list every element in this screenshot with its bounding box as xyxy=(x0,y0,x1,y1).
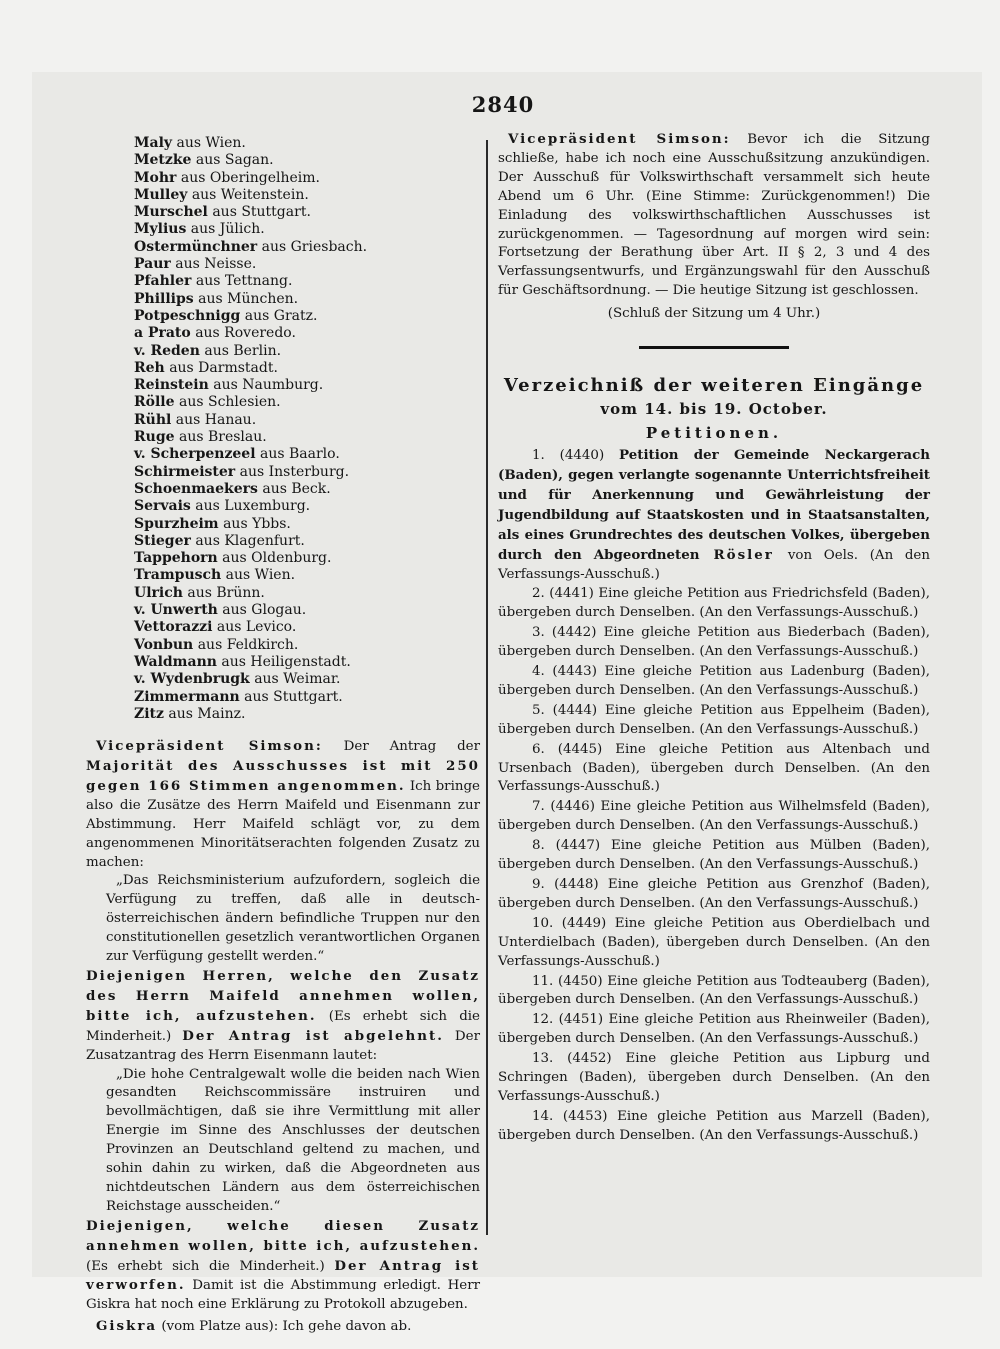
petition-number: 2. (4441) xyxy=(532,586,594,602)
member-name: v. Scherpenzeel xyxy=(134,446,256,463)
petition-number: 5. (4444) xyxy=(532,702,598,718)
member-entry xyxy=(134,291,480,308)
member-name: Metzke xyxy=(134,152,192,169)
member-place: aus Tettnang. xyxy=(195,273,293,290)
member-name: v. Reden xyxy=(134,342,200,359)
petition-entry xyxy=(498,876,930,914)
member-name: a Prato xyxy=(134,325,191,342)
petition-text: Eine gleiche Petition aus Lipburg und Schringen (Baden), übergeben durch Denselben. (An den Verfassungs-Ausschuß.) xyxy=(498,1051,930,1104)
member-entry xyxy=(134,325,480,342)
member-place: aus Levico. xyxy=(216,619,297,636)
member-entry xyxy=(134,550,480,567)
member-place: aus Roveredo. xyxy=(195,325,296,342)
speech-emphasis: Majorität des Ausschusses ist mit 250 gegen 166 Stimmen angenommen. xyxy=(86,758,480,794)
member-name: Reinstein xyxy=(134,377,209,394)
member-entry xyxy=(134,360,480,377)
member-place: aus Berlin. xyxy=(204,342,282,359)
petition-entry xyxy=(498,798,930,836)
member-place: aus Wien. xyxy=(225,567,296,584)
member-name: Phillips xyxy=(134,290,194,307)
member-place: aus Weitenstein. xyxy=(191,186,309,203)
member-place: aus Gratz. xyxy=(244,307,318,324)
vote-text: Der Zusatzantrag des Herrn Eisenmann lautet: xyxy=(86,1028,480,1063)
petition-number: 14. (4453) xyxy=(532,1108,608,1124)
member-place: aus Klagenfurt. xyxy=(195,532,305,549)
member-entry xyxy=(134,516,480,533)
petition-entry xyxy=(498,585,930,623)
petition-number: 1. (4440) xyxy=(532,448,605,464)
petition-entry xyxy=(498,624,930,662)
member-entry xyxy=(134,446,480,463)
petition-list xyxy=(498,446,930,1146)
member-list xyxy=(134,135,480,723)
member-place: aus Insterburg. xyxy=(239,463,350,480)
vote-emphasis: Diejenigen, welche diesen Zusatz annehmen wollen, bitte ich, aufzustehen. xyxy=(86,1217,480,1254)
petition-text: Eine gleiche Petition aus Ladenburg (Baden), übergeben durch Denselben. (An den Verfassungs-Ausschuß.) xyxy=(498,664,930,698)
member-place: aus Sagan. xyxy=(195,152,274,169)
member-place: aus Heiligenstadt. xyxy=(221,653,351,670)
vote-emphasis: Diejenigen Herren, welche den Zusatz des Herrn Maifeld annehmen wollen, bitte ich, aufzustehen. xyxy=(86,967,480,1024)
member-entry xyxy=(134,637,480,654)
section-rule xyxy=(639,346,789,349)
member-place: aus Weimar. xyxy=(254,671,341,688)
petition-number: 11. (4450) xyxy=(532,973,603,989)
member-entry xyxy=(134,135,480,152)
member-entry xyxy=(134,464,480,481)
member-name: Rölle xyxy=(134,394,175,411)
petition-text: Eine gleiche Petition aus Wilhelmsfeld (Baden), übergeben durch Denselben. (An den Verfassungs-Ausschuß.) xyxy=(498,799,930,834)
petition-entry xyxy=(498,1108,930,1146)
petition-entry xyxy=(498,1011,930,1049)
member-entry xyxy=(134,429,480,446)
member-entry xyxy=(134,377,480,394)
petitions-heading: Petitionen. xyxy=(645,424,783,443)
vote-result: Der Antrag ist verworfen. xyxy=(86,1257,480,1294)
member-entry xyxy=(134,481,480,498)
member-name: Ruge xyxy=(134,429,175,446)
member-name: Potpeschnigg xyxy=(134,307,241,324)
petition-number: 4. (4443) xyxy=(532,664,597,680)
petition-text: Eine gleiche Petition aus Altenbach und Ursenbach (Baden), übergeben durch Denselben. (An den Verfassungs-Ausschuß.) xyxy=(498,741,930,795)
member-entry xyxy=(134,239,480,256)
member-entry xyxy=(134,585,480,602)
member-place: aus Naumburg. xyxy=(213,377,324,394)
member-entry xyxy=(134,343,480,360)
member-name: v. Unwerth xyxy=(134,602,218,619)
petition-text: Eine gleiche Petition aus Friedrichsfeld (Baden), übergeben durch Denselben. (An den Verfassungs-Ausschuß.) xyxy=(498,586,930,621)
member-place: aus Ybbs. xyxy=(223,515,291,532)
member-name: Servais xyxy=(134,498,191,515)
member-place: aus München. xyxy=(198,290,299,307)
petition-entry xyxy=(498,446,930,584)
member-entry xyxy=(134,567,480,584)
speech-text: Der Antrag der xyxy=(322,739,480,755)
member-entry xyxy=(134,654,480,671)
member-name: Vettorazzi xyxy=(134,619,213,636)
member-entry xyxy=(134,308,480,325)
petition-entry xyxy=(498,837,930,875)
petition-text: Eine gleiche Petition aus Marzell (Baden), übergeben durch Denselben. (An den Verfassungs-Ausschuß.) xyxy=(498,1108,930,1143)
member-place: aus Brünn. xyxy=(187,584,265,601)
petition-text: Petition der Gemeinde Neckargerach (Baden), gegen verlangte sogenannte Unterrichtsfreiheit und für Anerkennung und Gewährleistung der Jugendbildung auf Staatskosten und in Staatsanstalten, als eines Grundrechtes des deutschen Volkes, übergeben durch den Abgeordneten xyxy=(498,447,931,563)
petition-entry xyxy=(498,1050,930,1107)
member-entry xyxy=(134,498,480,515)
member-name: Zimmermann xyxy=(134,688,240,705)
member-place: aus Schlesien. xyxy=(178,394,281,411)
vote-text: (Es erhebt sich die Minderheit.) xyxy=(86,1008,480,1044)
petition-text: Eine gleiche Petition aus Eppelheim (Baden), übergeben durch Denselben. (An den Verfassungs-Ausschuß.) xyxy=(498,702,930,737)
member-place: aus Neisse. xyxy=(175,256,257,273)
column-divider xyxy=(486,140,488,1235)
speaker-name: Giskra xyxy=(96,1318,158,1335)
vote-result: Der Antrag ist abgelehnt. xyxy=(182,1027,444,1044)
member-name: Schoenmaekers xyxy=(134,480,258,497)
member-name: Mulley xyxy=(134,186,188,203)
member-name: Mohr xyxy=(134,169,177,186)
speaker-name: Vicepräsident Simson: xyxy=(96,738,323,755)
member-name: Ostermünchner xyxy=(134,238,258,255)
member-place: aus Luxemburg. xyxy=(195,498,311,515)
member-place: aus Glogau. xyxy=(222,602,307,619)
member-entry xyxy=(134,273,480,290)
motion-quote-maifeld: „Das Reichsministerium aufzufordern, sogleich die Verfügung zu treffen, daß alle in deutsch-österreichischen ändern befindliche Truppen nur den constitutionellen gesetzlich verantwortlichen Organen zur Verfügung gestellt werden.“ xyxy=(106,873,480,965)
member-entry xyxy=(134,394,480,411)
member-name: Trampusch xyxy=(134,567,222,584)
petition-number: 8. (4447) xyxy=(532,838,601,854)
member-entry xyxy=(134,602,480,619)
speech-simson-vote xyxy=(86,737,480,872)
member-entry xyxy=(134,706,480,723)
petition-number: 9. (4448) xyxy=(532,877,599,892)
register-heading: Verzeichniß der weiteren Eingänge xyxy=(503,375,925,397)
member-entry xyxy=(134,221,480,238)
member-place: aus Jülich. xyxy=(190,221,265,238)
member-place: aus Hanau. xyxy=(175,411,257,428)
member-place: aus Oberingelheim. xyxy=(180,169,320,186)
vote-text: Damit ist die Abstimmung erledigt. Herr Giskra hat noch eine Erklärung zu Protokoll abzugeben. xyxy=(86,1278,480,1313)
member-entry xyxy=(134,170,480,187)
member-name: Maly xyxy=(134,135,173,151)
motion-quote-eisenmann: „Die hohe Centralgewalt wolle die beiden nach Wien gesandten Reichscommissäre instruiren und bevollmächtigen, daß sie ihre Vermittlung mit aller Energie im Sinne des Anschlusses der deutschen Provinzen an Deutschland geltend zu machen, und sohin dahin zu wirken, daß die Abgeordneten aus nichtdeutschen Ländern aus dem österreichischen Reichstage ausscheiden.“ xyxy=(106,1066,480,1214)
member-name: Waldmann xyxy=(134,653,217,670)
right-column xyxy=(498,130,930,1146)
vote-maifeld xyxy=(86,967,480,1066)
member-entry xyxy=(134,412,480,429)
member-name: Rühl xyxy=(134,411,172,428)
petition-text: Eine gleiche Petition aus Oberdielbach und Unterdielbach (Baden), übergeben durch Denselben. (An den Verfassungs-Ausschuß.) xyxy=(498,915,930,969)
petition-entry xyxy=(498,741,930,798)
left-column xyxy=(86,135,480,1337)
member-entry xyxy=(134,187,480,204)
petition-deputy-name: Rösler xyxy=(699,546,788,563)
speech-text: Ich bringe also die Zusätze des Herrn Maifeld und Eisenmann zur Abstimmung. Herr Maifeld schlägt vor, zu dem angenommenen Minoritätserachten folgenden Zusatz zu machen: xyxy=(86,778,480,870)
petition-text: Eine gleiche Petition aus Biederbach (Baden), übergeben durch Denselben. (An den Verfassungs-Ausschuß.) xyxy=(498,625,930,660)
petition-text: Eine gleiche Petition aus Todteauberg (Baden), übergeben durch Denselben. (An den Verfassungs-Ausschuß.) xyxy=(498,973,930,1008)
member-entry xyxy=(134,671,480,688)
member-name: Tappehorn xyxy=(134,550,218,567)
petition-entry xyxy=(498,973,930,1011)
member-entry xyxy=(134,533,480,550)
member-place: aus Oldenburg. xyxy=(222,550,332,567)
petition-text: Eine gleiche Petition aus Rheinweiler (Baden), übergeben durch Denselben. (An den Verfassungs-Ausschuß.) xyxy=(498,1012,930,1047)
member-place: aus Darmstadt. xyxy=(169,359,278,376)
register-date-range: vom 14. bis 19. October. xyxy=(600,400,828,419)
petition-number: 6. (4445) xyxy=(532,741,603,757)
member-place: aus Wien. xyxy=(176,135,246,151)
petition-number: 10. (4449) xyxy=(532,915,607,931)
member-entry xyxy=(134,619,480,636)
member-name: Zitz xyxy=(134,705,164,722)
page-number: 2840 xyxy=(471,92,535,117)
member-name: v. Wydenbrugk xyxy=(134,671,250,688)
speech-simson-closing xyxy=(498,130,930,301)
member-place: aus Stuttgart. xyxy=(244,688,343,705)
member-place: aus Breslau. xyxy=(178,429,267,446)
member-name: Pfahler xyxy=(134,273,192,290)
member-place: aus Beck. xyxy=(262,480,331,497)
member-place: aus Feldkirch. xyxy=(197,636,299,653)
member-name: Murschel xyxy=(134,204,208,221)
vote-eisenmann xyxy=(86,1217,480,1316)
petition-entry xyxy=(498,663,930,701)
speaker-name: Vicepräsident Simson: xyxy=(508,131,731,147)
member-entry xyxy=(134,256,480,273)
member-entry xyxy=(134,152,480,169)
member-name: Reh xyxy=(134,359,165,376)
member-name: Vonbun xyxy=(134,636,194,653)
session-close-note: (Schluß der Sitzung um 4 Uhr.) xyxy=(607,306,821,322)
petition-text: Eine gleiche Petition aus Mülben (Baden), übergeben durch Denselben. (An den Verfassungs-Ausschuß.) xyxy=(498,838,930,873)
petition-number: 13. (4452) xyxy=(532,1051,612,1067)
member-name: Mylius xyxy=(134,221,187,238)
petition-text: Eine gleiche Petition aus Grenzhof (Baden), übergeben durch Denselben. (An den Verfassungs-Ausschuß.) xyxy=(498,877,930,911)
member-name: Stieger xyxy=(134,532,191,549)
speech-text: Bevor ich die Sitzung schließe, habe ich noch eine Ausschußsitzung anzukündigen. Der Ausschuß für Volkswirthschaft versammelt sich heute Abend um 6 Uhr. (Eine Stimme: Zurückgenommen!) Die Einladung des volkswirthschaftlichen Ausschusses ist zurückgenommen. — Tagesordnung auf morgen wird sein: Fortsetzung der Berathung über Art. II § 2, 3 und 4 des Verfassungsentwurfs, und Ergänzungswahl für den Ausschuß für Geschäftsordnung. — Die heutige Sitzung ist geschlossen. xyxy=(498,132,930,299)
member-place: aus Mainz. xyxy=(168,705,246,722)
member-name: Spurzheim xyxy=(134,515,219,532)
member-name: Paur xyxy=(134,256,171,273)
member-entry xyxy=(134,689,480,706)
petition-number: 3. (4442) xyxy=(532,625,597,641)
member-place: aus Griesbach. xyxy=(261,238,368,255)
speech-text: (vom Platze aus): Ich gehe davon ab. xyxy=(157,1319,412,1335)
petition-text: von Oels. (An den Verfassungs-Ausschuß.) xyxy=(498,547,930,582)
vote-text: (Es erhebt sich die Minderheit.) xyxy=(86,1258,335,1274)
member-name: Schirmeister xyxy=(134,463,236,480)
member-entry xyxy=(134,204,480,221)
petition-entry xyxy=(498,702,930,740)
member-place: aus Baarlo. xyxy=(259,446,340,463)
member-place: aus Stuttgart. xyxy=(212,204,311,221)
petition-number: 7. (4446) xyxy=(532,799,595,815)
petition-number: 12. (4451) xyxy=(532,1012,604,1028)
member-name: Ulrich xyxy=(134,584,183,601)
petition-entry xyxy=(498,915,930,972)
speech-giskra xyxy=(86,1317,480,1337)
